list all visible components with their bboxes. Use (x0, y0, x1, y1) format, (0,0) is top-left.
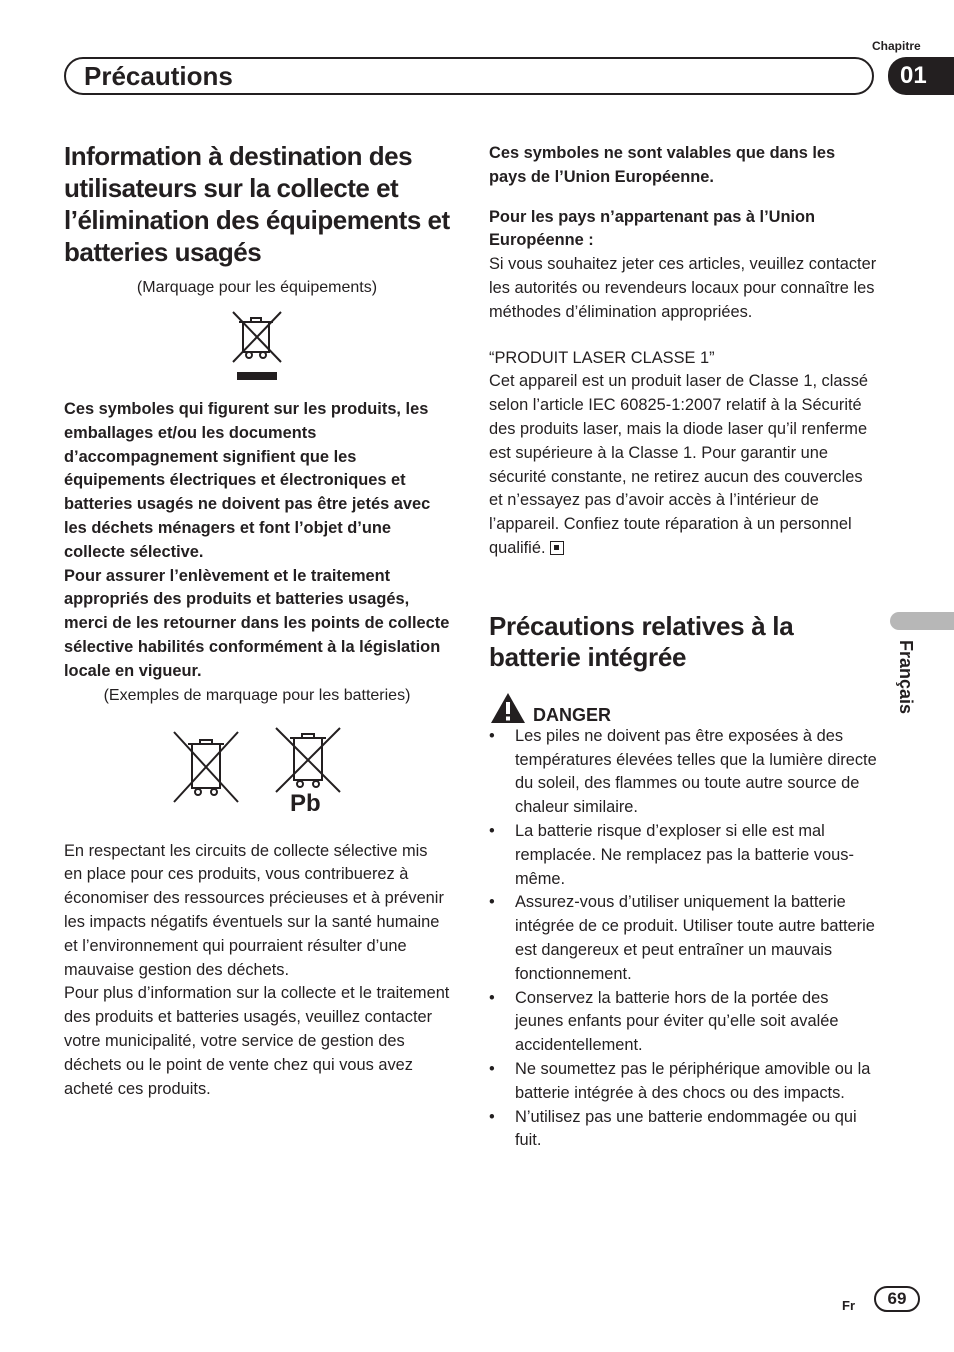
chapter-number-badge: 01 (888, 57, 954, 95)
list-item (489, 1106, 877, 1154)
list-item-text: La batterie risque d’exploser si elle est mal remplacée. Ne remplacez pas la batterie vous-même. (515, 821, 854, 888)
laser-title: “PRODUIT LASER CLASSE 1” (489, 348, 715, 367)
laser-text-body: Cet appareil est un produit laser de Classe 1, classé selon l’article IEC 60825-1:2007 relatif à la Sécurité des produits laser, mais la diode laser qu’il renferme est supérieure à la Classe 1. Pour garantir une sécurité constante, ne retirez aucun des couvercles et n’essayez pas d’avoir accès à l’intérieur de l’appareil. Confiez toute réparation à un personnel qualifié. (489, 372, 869, 557)
bullet-icon: • (489, 1059, 495, 1078)
list-item (489, 891, 877, 986)
chapter-label: Chapitre (872, 39, 921, 53)
footer-language-code: Fr (842, 1298, 855, 1313)
bullet-icon: • (489, 893, 495, 912)
danger-label: DANGER (533, 704, 612, 725)
end-of-section-icon (550, 541, 564, 555)
laser-text (489, 370, 877, 560)
caption-batteries: (Exemples de marquage pour les batteries) (103, 686, 411, 704)
eu-note: Ces symboles ne sont valables que dans les pays de l’Union Européenne. (489, 144, 836, 186)
list-item-text: Ne soumettez pas le périphérique amovible ou la batterie intégrée à des chocs ou des impacts. (515, 1059, 871, 1102)
list-item (489, 1058, 877, 1106)
crossed-bin-icon (272, 726, 344, 796)
page-heading: Information à destination des utilisateurs sur la collecte et l’élimination des équipements et batteries usagés (64, 141, 450, 267)
pb-label: Pb (290, 789, 321, 817)
danger-row (489, 691, 877, 725)
bullet-icon: • (489, 1107, 495, 1126)
non-eu-text: Si vous souhaitez jeter ces articles, veuillez contacter les autorités ou revendeurs locaux pour connaître les méthodes d’élimination appropriées. (489, 255, 877, 321)
more-information: Pour plus d’information sur la collecte et le traitement des produits et batteries usagés, veuillez contacter votre municipalité, votre service de gestion des déchets ou le point de vente chez qui vous avez acheté ces produits. (64, 984, 450, 1098)
list-item-text: Les piles ne doivent pas être exposées à des températures élevées telles que la lumière directe du soleil, des flammes ou toute autre source de chaleur similaire. (515, 726, 877, 817)
caption-equipment: (Marquage pour les équipements) (136, 279, 378, 296)
battery-heading: Précautions relatives à la batterie intégrée (489, 610, 794, 672)
weee-equipment-symbol (64, 308, 450, 384)
section-title: Précautions (84, 61, 233, 91)
list-item-text: Conservez la batterie hors de la portée des jeunes enfants pour éviter qu’elle soit avalée accidentellement. (515, 988, 839, 1055)
marking-explanation: Ces symboles qui figurent sur les produits, les emballages et/ou les documents d’accompagnement signifient que les équipements électriques et électroniques et batteries usagés ne doivent pas être jetés avec les déchets ménagers et font l’objet d’une collecte sélective. (64, 400, 431, 561)
page-number: 69 (874, 1286, 920, 1312)
non-eu-title: Pour les pays n’appartenant pas à l’Union Européenne : (489, 207, 816, 250)
collection-benefits: En respectant les circuits de collecte sélective mis en place pour ces produits, vous contribuerez à économiser des ressources précieuses et à prévenir les impacts négatifs éventuels sur la santé humaine et l’environnement qui pourraient résulter d’une mauvaise gestion des déchets. (64, 841, 444, 979)
left-column (64, 140, 450, 1101)
crossed-bin-icon (170, 726, 242, 806)
list-item-text: N’utilisez pas une batterie endommagée ou qui fuit. (515, 1107, 857, 1150)
crossed-bin-pb-symbol (272, 726, 344, 822)
bullet-icon: • (489, 726, 495, 745)
list-item (489, 987, 877, 1058)
battery-symbols (64, 726, 450, 822)
language-label: Français (896, 640, 916, 715)
crossed-bin-icon (227, 308, 287, 384)
list-item-text: Assurez-vous d’utiliser uniquement la batterie intégrée de ce produit. Utiliser toute autre batterie est dangereux et peut entraîner un mauvais fonctionnement. (515, 893, 875, 983)
list-item (489, 725, 877, 820)
list-item (489, 820, 877, 891)
language-tab (890, 612, 954, 630)
return-instructions: Pour assurer l’enlèvement et le traitement appropriés des produits et batteries usagés, merci de les retourner dans les points de collecte sélective habilités conformément à la législation locale en vigueur. (64, 566, 450, 680)
bullet-icon: • (489, 821, 495, 840)
right-column (489, 142, 877, 1153)
bullet-icon: • (489, 988, 495, 1007)
danger-list (489, 725, 877, 1153)
warning-triangle-icon (489, 691, 527, 725)
